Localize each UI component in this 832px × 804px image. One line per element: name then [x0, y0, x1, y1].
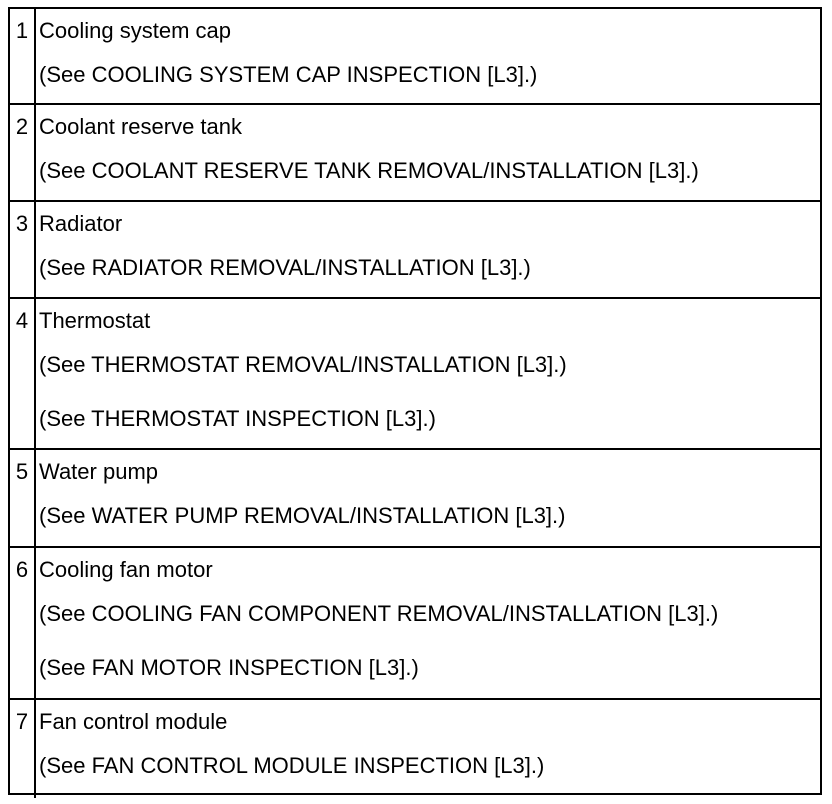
reference-link[interactable]: (See COOLANT RESERVE TANK REMOVAL/INSTALLATION [L3].): [39, 158, 699, 183]
item-content: [36, 105, 820, 200]
reference-link[interactable]: (See WATER PUMP REMOVAL/INSTALLATION [L3].): [39, 503, 566, 528]
reference-link[interactable]: (See THERMOSTAT REMOVAL/INSTALLATION [L3].): [39, 352, 567, 377]
item-content: [36, 548, 820, 698]
reference-link[interactable]: (See COOLING FAN COMPONENT REMOVAL/INSTALLATION [L3].): [39, 601, 719, 626]
item-number: 6: [10, 548, 36, 698]
reference-link[interactable]: (See COOLING SYSTEM CAP INSPECTION [L3].): [39, 62, 538, 87]
reference-link[interactable]: (See FAN CONTROL MODULE INSPECTION [L3].): [39, 753, 545, 778]
table-row: [10, 700, 820, 798]
item-name: Coolant reserve tank: [39, 114, 242, 139]
item-name: Fan control module: [39, 709, 228, 734]
item-content: [36, 202, 820, 297]
reference-link[interactable]: (See THERMOSTAT INSPECTION [L3].): [39, 406, 436, 431]
table-row: [10, 450, 820, 548]
item-content: [36, 700, 820, 798]
item-number: 4: [10, 299, 36, 448]
item-name: Radiator: [39, 211, 123, 236]
item-number: 3: [10, 202, 36, 297]
component-table: [8, 7, 822, 795]
table-row: [10, 9, 820, 105]
reference-link[interactable]: (See FAN MOTOR INSPECTION [L3].): [39, 655, 419, 680]
table-row: [10, 299, 820, 450]
item-name: Cooling system cap: [39, 18, 231, 43]
reference-link[interactable]: (See RADIATOR REMOVAL/INSTALLATION [L3].): [39, 255, 531, 280]
item-name: Water pump: [39, 459, 159, 484]
item-name: Thermostat: [39, 308, 151, 333]
item-content: [36, 450, 820, 546]
item-name: Cooling fan motor: [39, 557, 213, 582]
item-number: 7: [10, 700, 36, 798]
item-number: 5: [10, 450, 36, 546]
item-content: [36, 299, 820, 448]
table-row: [10, 105, 820, 202]
item-number: 2: [10, 105, 36, 200]
table-row: [10, 202, 820, 299]
item-content: [36, 9, 820, 103]
table-row: [10, 548, 820, 700]
item-number: 1: [10, 9, 36, 103]
